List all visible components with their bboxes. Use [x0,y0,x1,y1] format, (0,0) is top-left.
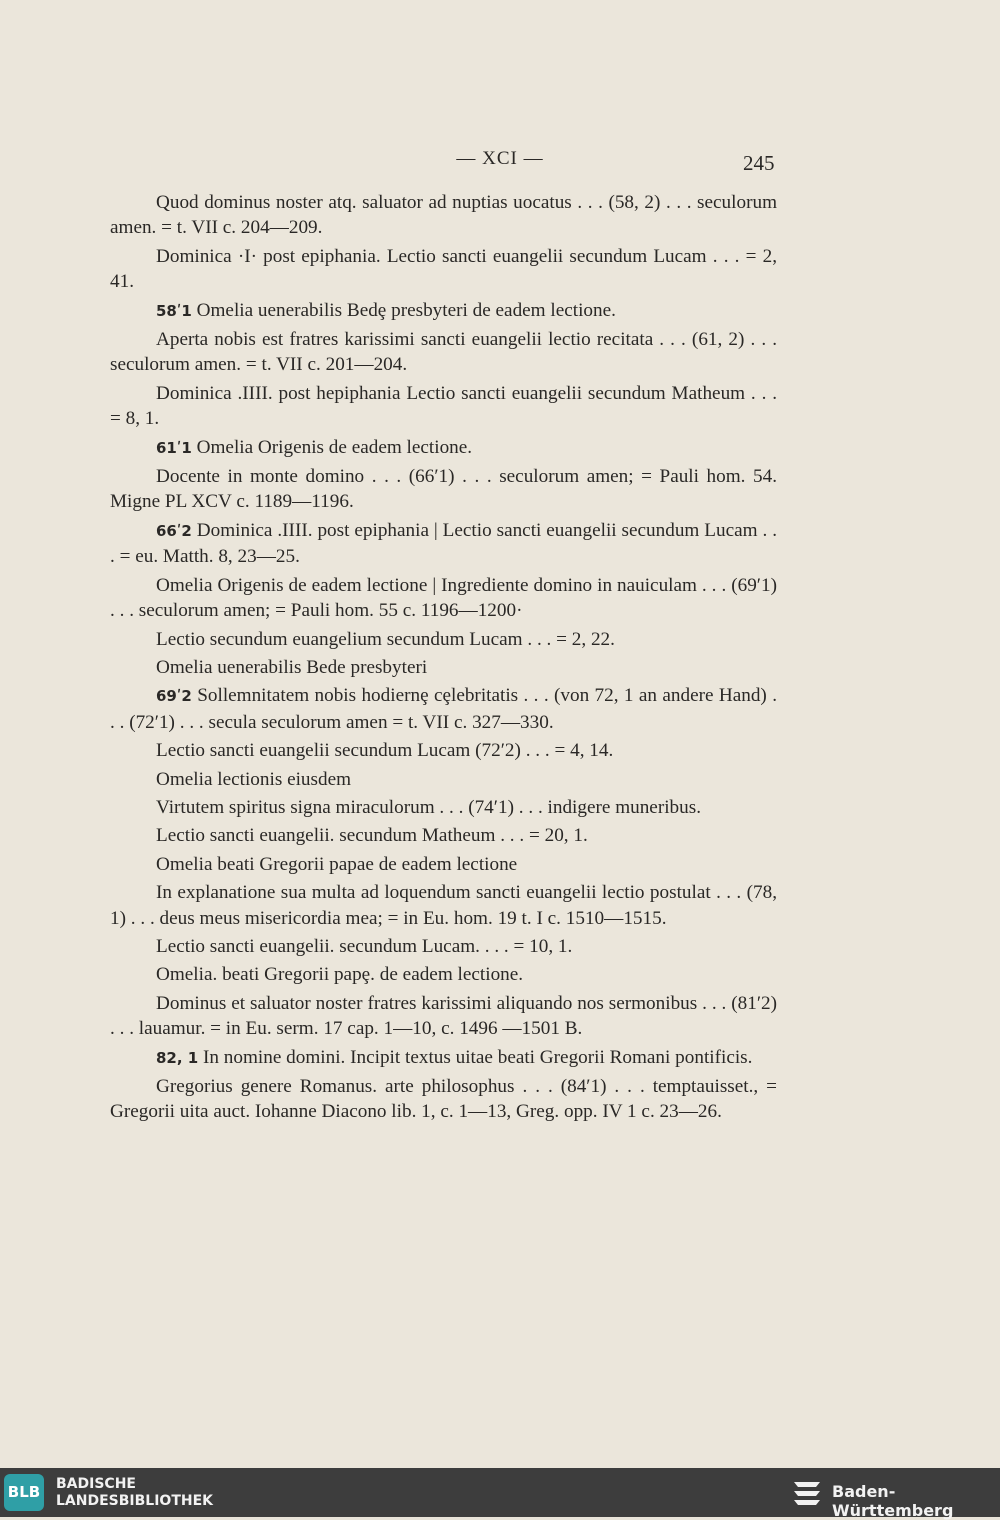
paragraph-text: Lectio sancti euangelii. secundum Lucam. . . . = 10, 1. [156,935,573,957]
paragraph-text: Lectio sancti euangelii. secundum Matheum . . . = 20, 1. [156,825,588,847]
paragraph [110,991,777,1042]
paragraph [110,962,777,987]
folio-reference: 66ʹ2 [156,521,192,540]
lions-crest-icon [790,1476,824,1510]
folio-reference: 82, 1 [156,1048,199,1067]
paragraph [110,880,777,931]
paragraph [110,823,777,848]
paragraph-text: In explanatione sua multa ad loquendum sancti euangelii lectio postulat . . . (78, 1) . . . deus meus misericordia mea; = in Eu. hom. 19 t. I c. 1510—1515. [110,882,777,929]
paragraph [110,1045,777,1071]
body-text [110,190,777,1125]
paragraph-text: Omelia Origenis de eadem lectione. [196,436,473,458]
paragraph-text: Aperta nobis est fratres karissimi sancti euangelii lectio recitata . . . (61, 2) . . . seculorum amen. = t. VII c. 201—204. [110,329,777,376]
paragraph-text: Sollemnitatem nobis hodiernȩ cȩlebritatis . . . (von 72, 1 an andere Hand) . . . (72ʹ1) . . . secula seculorum amen = t. VII c. 327—330. [110,685,777,733]
paragraph-text: Omelia uenerabilis Bedȩ presbyteri de eadem lectione. [196,299,616,321]
paragraph [110,573,777,624]
paragraph [110,795,777,820]
library-name[interactable] [56,1476,213,1510]
paragraph-text: Omelia Origenis de eadem lectione | Ingrediente domino in nauiculam . . . (69ʹ1) . . . seculorum amen; = Pauli hom. 55 c. 1196—1200· [110,574,777,622]
footer-bar [0,1468,1000,1520]
paragraph-text: Docente in monte domino . . . (66ʹ1) . . . seculorum amen; = Pauli hom. 54. Migne PL XCV c. 1189—1196. [110,466,777,513]
paragraph [110,767,777,792]
folio-reference: 61ʹ1 [156,438,192,457]
paragraph [110,934,777,959]
paragraph [110,738,777,763]
paragraph-text: Dominus et saluator noster fratres karissimi aliquando nos sermonibus . . . (81ʹ2) . . . lauamur. = in Eu. serm. 17 cap. 1—10, c. 1496 —1501 B. [110,992,777,1040]
paragraph-text: Virtutem spiritus signa miraculorum . . . (74ʹ1) . . . indigere muneribus. [156,796,701,818]
paragraph [110,627,777,652]
page-number: 245 [743,151,775,175]
paragraph-text: Omelia beati Gregorii papae de eadem lectione [156,853,518,875]
blb-logo[interactable]: BLB [4,1474,44,1511]
paragraph-text: Omelia lectionis eiusdem [156,768,352,790]
folio-reference: 58ʹ1 [156,301,192,320]
paragraph [110,655,777,680]
paragraph-text: In nomine domini. Incipit textus uitae beati Gregorii Romani pontificis. [203,1046,753,1068]
running-header: — XCI — [456,148,544,169]
paragraph-text: Omelia uenerabilis Bede presbyteri [156,656,428,678]
paragraph [110,435,777,461]
paragraph-text: Dominica ·I· post epiphania. Lectio sancti euangelii secundum Lucam . . . = 2, 41. [110,245,777,293]
library-name-line1: BADISCHE [56,1476,136,1492]
paragraph [110,683,777,735]
library-name-line2: LANDESBIBLIOTHEK [56,1493,214,1509]
paragraph-text: Quod dominus noster atq. saluator ad nuptias uocatus . . . (58, 2) . . . seculorum amen. = t. VII c. 204—209. [110,192,777,239]
paragraph [110,244,777,295]
paragraph [110,298,777,324]
paragraph-text: Dominica .IIII. post epiphania | Lectio sancti euangelii secundum Lucam . . . = eu. Matth. 8, 23—25. [110,519,778,568]
paragraph [110,190,777,241]
paragraph [110,464,777,515]
paragraph-text: Omelia. beati Gregorii papȩ. de eadem lectione. [156,964,524,986]
paragraph-text: Lectio sancti euangelii secundum Lucam (72ʹ2) . . . = 4, 14. [156,740,614,762]
state-name[interactable]: Baden-Württemberg [832,1482,954,1520]
paragraph [110,381,777,432]
paragraph [110,852,777,877]
paragraph [110,327,777,378]
paragraph [110,1074,777,1125]
paragraph-text: Lectio secundum euangelium secundum Lucam . . . = 2, 22. [156,628,615,650]
paragraph [110,518,777,570]
folio-reference: 69ʹ2 [156,687,192,706]
paragraph-text: Dominica .IIII. post hepiphania Lectio sancti euangelii secundum Matheum . . . = 8, 1. [110,382,777,430]
paragraph-text: Gregorius genere Romanus. arte philosophus . . . (84ʹ1) . . . temptauisset., = Gregorii uita auct. Iohanne Diacono lib. 1, c. 1—13, Greg. opp. IV 1 c. 23—26. [110,1076,777,1123]
